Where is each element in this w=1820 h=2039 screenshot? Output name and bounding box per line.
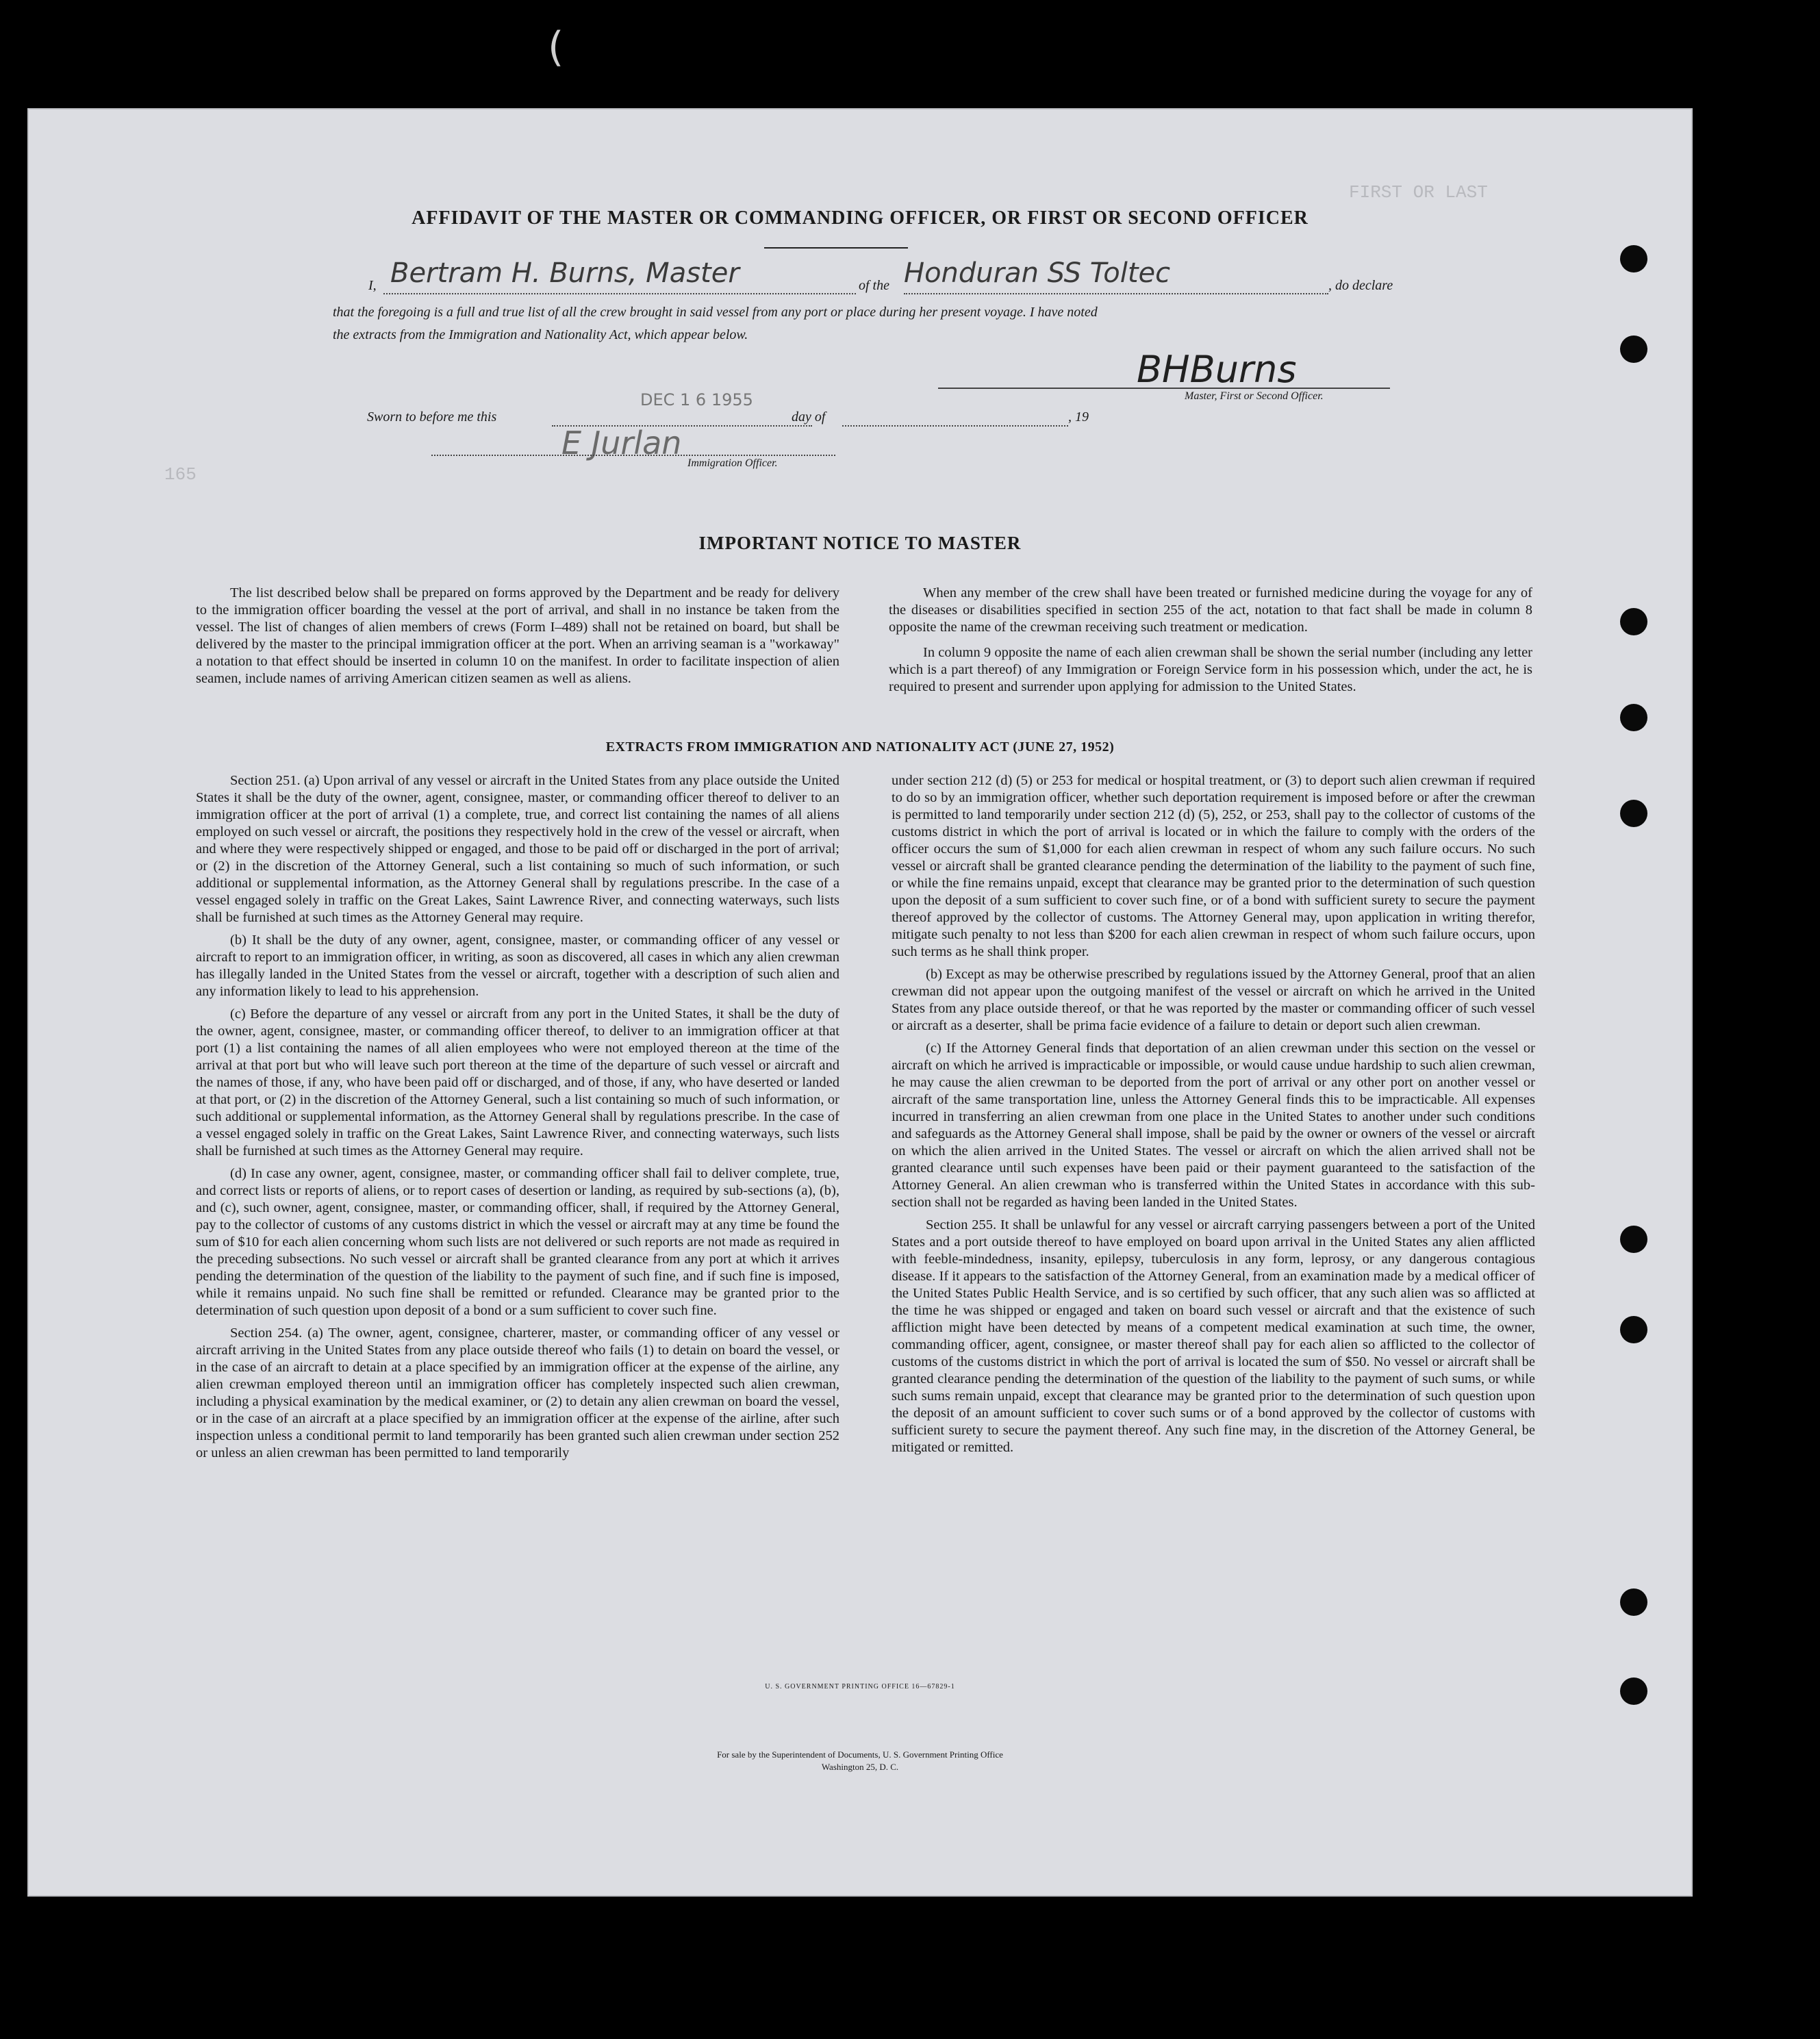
master-signature: BHBurns [1137, 348, 1297, 391]
section-paragraph: (b) It shall be the duty of any owner, agent, consignee, master, or commanding officer of any vessel or aircraft to report to an immigration officer, in writing, as soon as discovered, all cases in which any alien crewman has illegally landed in the United States from the vessel or aircraft, together with a description of such alien and any information likely to lead to his apprehension. [196, 933, 839, 999]
document-page [27, 108, 1693, 1897]
section-paragraph: (c) If the Attorney General finds that deportation of an alien crewman under this section on the vessel or aircraft on which he arrived is impracticable or impossible, or would cause undue hardship to such alien crewman, he may cause the alien crewman to be deported from the port of arrival or any other port on another vessel or aircraft of the same transportation line, unless the Attorney General finds this to be impracticable. All expenses incurred in transferring an alien crewman from one place in the United States to another under such conditions and safeguards as the Attorney General shall impose, shall be paid by the owner or owners of the vessel or aircraft on which the alien arrived in the United States. The vessel or aircraft on which the alien arrived shall not be granted clearance until such expenses have been paid or their payment guaranteed to the satisfaction of the Attorney General. An alien crewman who is transferred within the United States in accordance with this sub-section shall not be regarded as having been landed in the United States. [892, 1041, 1535, 1210]
extracts-left-column [196, 772, 839, 1462]
section-paragraph: (d) In case any owner, agent, consignee, master, or commanding officer shall fail to deliver complete, true, and correct lists or reports of aliens, or to report cases of desertion or landing, as required by sub-sections (a), (b), and (c), such owner, agent, consignee, master, or commanding officer, shall, if required by the Attorney General, pay to the collector of customs of any customs district in which the vessel or aircraft may at any time be found the sum of $10 for each alien concerning whom such lists are not delivered or such reports are not made as required in the preceding subsections. No such vessel or aircraft shall be granted clearance from any port at which it arrives pending the determination of the question of the liability to the payment of such fine, and if such fine is imposed, while it remains unpaid. No such fine shall be remitted or refunded. Clearance may be granted prior to the determination of such question upon deposit of a bond or a sum sufficient to cover such fine. [196, 1166, 839, 1318]
section-paragraph: Section 254. (a) The owner, agent, consignee, charterer, master, or commanding officer of any vessel or aircraft arriving in the United States from any place outside thereof who fails (1) to detain on board the vessel, or in the case of an aircraft to detain at a place specified by an immigration officer at the expense of the airline, any alien crewman employed thereon until an immigration officer has completely inspected such alien crewman, including a physical examination by the medical examiner, or (2) to detain any alien crewman on board the vessel, or in the case of an aircraft at a place specified by an immigration officer at the expense of the airline, after such inspection unless a conditional permit to land temporarily has been granted such alien crewman under section 252 or unless an alien crewman has been permitted to land temporarily [196, 1326, 839, 1460]
i-label: I, [368, 278, 377, 293]
vessel-name-handwritten: Honduran SS Toltec [904, 257, 1171, 289]
title-rule [764, 247, 908, 249]
bleed-through-number: 165 [164, 464, 197, 485]
notice-paragraph: In column 9 opposite the name of each alien crewman shall be shown the serial number (including any letter which is a part thereof) of any Immigration or Foreign Service form in his possession which, under the act, he is required to present and surrender upon applying for admission to the United States. [889, 645, 1532, 694]
vessel-line [904, 293, 1328, 294]
punch-hole [1620, 608, 1647, 635]
section-paragraph: Section 251. (a) Upon arrival of any vessel or aircraft in the United States from any place outside the United States it shall be the duty of the owner, agent, consignee, master, or commanding officer thereof to deliver to an immigration officer at the port of arrival (1) a complete, true, and correct list containing the names of all aliens employed on such vessel or aircraft, the positions they respectively hold in the crew of the vessel or aircraft, when and where they were respectively shipped or engaged, and those to be paid off or discharged in the port of arrival; or (2) in the discretion of the Attorney General, such a list containing so much of such information, or such additional or supplemental information, as the Attorney General shall by regulations prescribe. In the case of a vessel engaged solely in traffic on the Great Lakes, Saint Lawrence River, and connecting waterways, such lists shall be furnished at such times as the Attorney General may require. [196, 773, 839, 925]
signature-line [938, 388, 1390, 389]
day-of-label: day of [792, 409, 826, 425]
sworn-month-line [842, 425, 1068, 427]
sale-line-1: For sale by the Superintendent of Documents, U. S. Government Printing Office [717, 1749, 1003, 1760]
year-prefix: , 19 [1068, 409, 1089, 425]
notice-left-column [196, 585, 839, 687]
punch-hole [1620, 335, 1647, 363]
bracket-mark: ( [548, 23, 564, 71]
name-line [383, 293, 856, 294]
notice-title: IMPORTANT NOTICE TO MASTER [698, 533, 1022, 553]
punch-hole [1620, 1316, 1647, 1343]
gpo-imprint: U. S. GOVERNMENT PRINTING OFFICE 16—67829-1 [765, 1683, 955, 1690]
punch-hole [1620, 800, 1647, 827]
notice-right-column [889, 585, 1532, 696]
extracts-title: EXTRACTS FROM IMMIGRATION AND NATIONALITY ACT (JUNE 27, 1952) [605, 739, 1115, 755]
notice-paragraph: When any member of the crew shall have been treated or furnished medicine during the voyage for any of the diseases or disabilities specified in section 255 of the act, notation to that fact shall be made in column 8 opposite the name of the crewman receiving such treatment or medication. [889, 585, 1532, 635]
section-paragraph: under section 212 (d) (5) or 253 for medical or hospital treatment, or (3) to deport such alien crewman if required to do so by an immigration officer, whether such deportation requirement is imposed before or after the crewman is permitted to land temporarily under section 212 (d) (5), 252, or 253, shall pay to the collector of customs of the customs district in which the port of arrival is located or in which the failure to comply with the orders of the officer occurs the sum of $1,000 for each alien crewman in respect of whom any such failure occurs. No such vessel or aircraft shall be granted clearance pending the determination of the liability to the payment of such fine, or while the fine remains unpaid, except that clearance may be granted prior to the determination of such question upon the deposit of a sum sufficient to cover such fine, or of a bond with sufficient surety to secure the payment thereof approved by the collector of customs. The Attorney General may, upon application in writing therefor, mitigate such penalty to not less than $200 for each alien crewman in respect of whom such failure occurs, upon such terms as he shall think proper. [892, 773, 1535, 959]
master-name-handwritten: Bertram H. Burns, Master [390, 257, 740, 289]
officer-caption: Immigration Officer. [687, 457, 778, 469]
affidavit-title: AFFIDAVIT OF THE MASTER OR COMMANDING OFFICER, OR FIRST OR SECOND OFFICER [412, 207, 1309, 229]
sale-imprint [27, 1749, 1693, 1773]
sworn-label: Sworn to before me this [367, 409, 497, 425]
date-stamp: DEC 1 6 1955 [640, 390, 753, 409]
signature-caption: Master, First or Second Officer. [1185, 390, 1324, 402]
sale-line-2: Washington 25, D. C. [821, 1762, 899, 1772]
extracts-right-column [892, 772, 1535, 1456]
do-declare-label: , do declare [1328, 278, 1393, 293]
officer-line [431, 455, 835, 456]
section-paragraph: (b) Except as may be otherwise prescribed by regulations issued by the Attorney General, proof that an alien crewman did not appear upon the outgoing manifest of the vessel or aircraft on which he arrived in the United States from any place outside thereof, or that he was reported by the master or commanding officer of such vessel or aircraft as a deserter, shall be prima facie evidence of a failure to detain or deport such alien crewman. [892, 967, 1535, 1033]
punch-hole [1620, 1226, 1647, 1253]
bleed-through-text: FIRST OR LAST [1349, 182, 1488, 203]
section-paragraph: Section 255. It shall be unlawful for any vessel or aircraft carrying passengers between a port of the United States and a port outside thereof to have employed on board upon arrival in the United States any alien afflicted with feeble-mindedness, insanity, epilepsy, tuberculosis in any form, leprosy, or any dangerous contagious disease. If it appears to the satisfaction of the Attorney General, from an examination made by a medical officer of the United States Public Health Service, and is so certified by such officer, that any such alien was so afflicted at the time he was shipped or engaged and taken on board such vessel or aircraft and that the existence of such affliction might have been detected by means of a competent medical examination at such time, the owner, commanding officer, agent, consignee, or master thereof shall pay for each alien so afflicted to the collector of customs of the customs district in which the port of arrival is located the sum of $50. No vessel or aircraft shall be granted clearance pending the determination of the question of the liability to the payment of such sums, or while such sums remain unpaid, except that clearance may be granted prior to the determination of such question upon the deposit of an amount sufficient to cover such sums or of a bond approved by the collector of customs with sufficient surety to secure the payment thereof. Any such fine may, in the discretion of the Attorney General, be mitigated or remitted. [892, 1217, 1535, 1455]
statement-line-2: the extracts from the Immigration and Nationality Act, which appear below. [333, 327, 748, 342]
immigration-officer-signature: E Jurlan [561, 425, 682, 461]
notice-paragraph: The list described below shall be prepared on forms approved by the Department and be ready for delivery to the immigration officer boarding the vessel at the port of arrival, and shall in no instance be taken from the vessel. The list of changes of alien members of crews (Form I–489) shall not be retained on board, but shall be delivered by the master to the principal immigration officer at the port. When an arriving seaman is a "workaway" a notation to that effect should be inserted in column 10 on the manifest. In order to facilitate inspection of alien seamen, include names of arriving American citizen seamen as well as aliens. [196, 585, 839, 686]
punch-hole [1620, 1588, 1647, 1616]
punch-hole [1620, 704, 1647, 731]
of-the-label: of the [859, 278, 889, 293]
section-paragraph: (c) Before the departure of any vessel or aircraft from any port in the United States, it shall be the duty of the owner, agent, consignee, master, or commanding officer thereof, to deliver to an immigration officer at that port (1) a list containing the names of all alien employees who were not employed thereon at the time of the arrival at that port but who will leave such port thereon at the time of the departure of such vessel or aircraft and the names of those, if any, who have been paid off or discharged, and of those, if any, who have deserted or landed at that port, or (2) in the discretion of the Attorney General, such a list containing so much of such information, or such additional or supplemental information, as the Attorney General shall by regulations prescribe. In the case of a vessel engaged solely in traffic on the Great Lakes, Saint Lawrence River, and connecting waterways, such lists shall be furnished at such times as the Attorney General may require. [196, 1006, 839, 1158]
statement-line-1: that the foregoing is a full and true list of all the crew brought in said vessel from any port or place during her present voyage. I have noted [333, 305, 1098, 320]
punch-hole [1620, 245, 1647, 273]
punch-hole [1620, 1677, 1647, 1705]
